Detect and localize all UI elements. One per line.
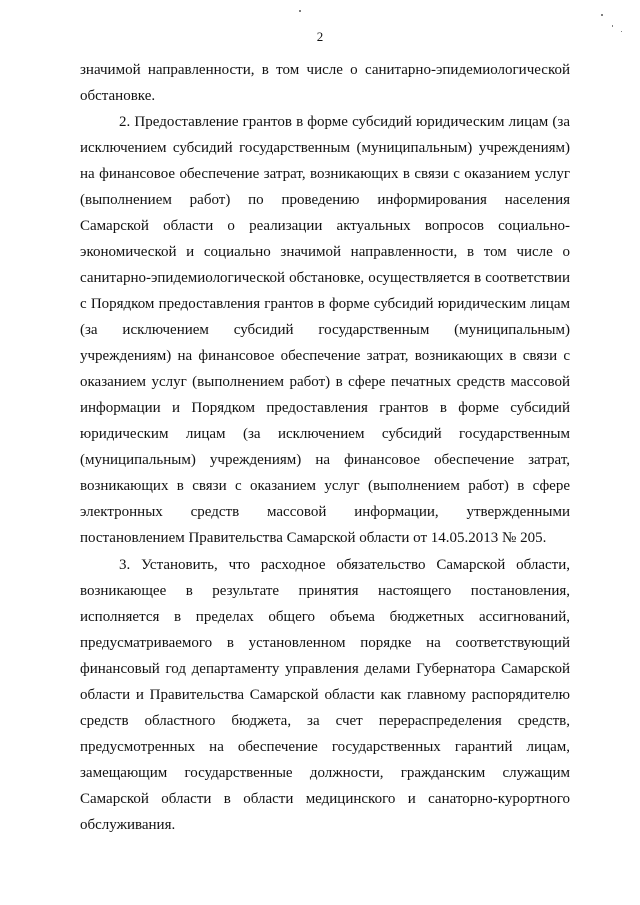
text-line: значимой направленности, в том числе о санитарно-эпидемиологической bbox=[80, 62, 570, 78]
paragraph-continuation bbox=[80, 57, 570, 109]
text-line: (за исключением субсидий государственным (муниципальным) bbox=[80, 322, 570, 338]
text-line: учреждениям) на финансовое обеспечение затрат, возникающих в связи с bbox=[80, 348, 570, 364]
text-line: постановлением Правительства Самарской области от 14.05.2013 № 205. bbox=[80, 530, 547, 546]
text-line: области и Правительства Самарской области как главному распорядителю bbox=[80, 687, 570, 703]
page-number: 2 bbox=[316, 29, 324, 44]
text-line: экономической и социально значимой направленности, в том числе о bbox=[80, 244, 570, 260]
scan-speck bbox=[612, 25, 613, 27]
text-line: возникающее в результате принятия настоящего постановления, bbox=[80, 583, 570, 599]
text-line: (муниципальным) учреждениям) на финансовое обеспечение затрат, bbox=[80, 452, 570, 468]
text-line: на финансовое обеспечение затрат, возникающих в связи с оказанием услуг bbox=[80, 166, 570, 182]
scan-speck bbox=[299, 10, 301, 12]
scan-speck bbox=[601, 14, 603, 16]
text-line: электронных средств массовой информации, утвержденными bbox=[80, 504, 570, 520]
text-line: юридическим лицам (за исключением субсидий государственным bbox=[80, 426, 570, 442]
text-line: обстановке. bbox=[80, 88, 156, 104]
paragraph-3 bbox=[80, 552, 570, 838]
text-line: 3. Установить, что расходное обязательство Самарской области, bbox=[119, 557, 570, 573]
scan-speck bbox=[621, 31, 622, 32]
text-line: возникающих в связи с оказанием услуг (выполнением работ) в сфере bbox=[80, 478, 570, 494]
text-line: исполняется в пределах общего объема бюджетных ассигнований, bbox=[80, 609, 570, 625]
paragraph-2 bbox=[80, 109, 570, 551]
text-line: Самарской области в области медицинского и санаторно-курортного bbox=[80, 791, 570, 807]
text-line: оказанием услуг (выполнением работ) в сфере печатных средств массовой bbox=[80, 374, 570, 390]
text-line: предусмотренных на обеспечение государственных гарантий лицам, bbox=[80, 739, 570, 755]
text-line: 2. Предоставление грантов в форме субсидий юридическим лицам (за bbox=[119, 114, 570, 130]
text-line: финансовый год департаменту управления делами Губернатора Самарской bbox=[80, 661, 570, 677]
text-line: с Порядком предоставления грантов в форме субсидий юридическим лицам bbox=[80, 296, 570, 312]
text-line: средств областного бюджета, за счет перераспределения средств, bbox=[80, 713, 570, 729]
text-line: предусматриваемого в установленном порядке на соответствующий bbox=[80, 635, 570, 651]
text-line: санитарно-эпидемиологической обстановке, осуществляется в соответствии bbox=[80, 270, 570, 286]
text-line: Самарской области о реализации актуальных вопросов социально- bbox=[80, 218, 570, 234]
text-line: исключением субсидий государственным (муниципальным) учреждениям) bbox=[80, 140, 570, 156]
text-line: информации и Порядком предоставления грантов в форме субсидий bbox=[80, 400, 570, 416]
text-line: обслуживания. bbox=[80, 817, 176, 833]
text-line: замещающим государственные должности, гражданским служащим bbox=[80, 765, 570, 781]
text-line: (выполнением работ) по проведению информирования населения bbox=[80, 192, 570, 208]
